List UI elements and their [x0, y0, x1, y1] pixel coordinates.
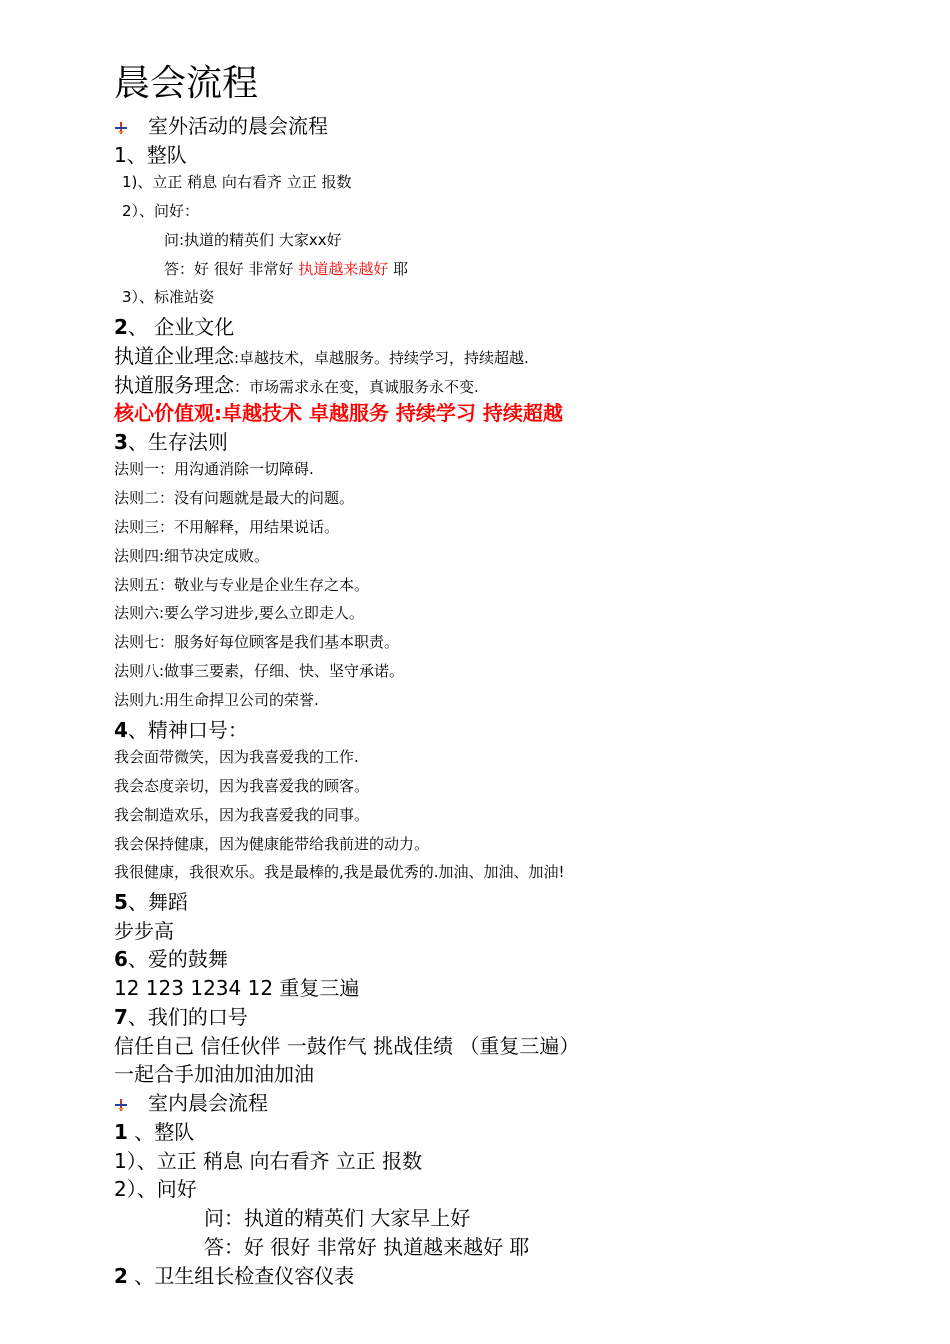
step-text: 、生存法则: [127, 430, 228, 454]
slogan-item: 我会面带微笑，因为我喜爱我的工作.: [114, 748, 359, 766]
slogan-item: 我会制造欢乐，因为我喜爱我的同事。: [114, 806, 370, 824]
outdoor-step-3: [114, 432, 228, 452]
outdoor-step-1: 1、整队: [114, 143, 187, 167]
outdoor-step-4: [114, 720, 248, 740]
outdoor-step-6: [114, 949, 228, 969]
arrow-bullet-icon: [114, 1099, 128, 1111]
rule-item: 法则四:细节决定成败。: [114, 547, 270, 565]
outdoor-step-1-1: 1)、立正 稍息 向右看齐 立正 报数: [122, 173, 352, 191]
step-text: 、舞蹈: [127, 890, 188, 914]
step-number: 1: [114, 1120, 128, 1144]
rule-item: 法则九:用生命捍卫公司的荣誉.: [114, 691, 319, 709]
section-heading-outdoor: [114, 116, 328, 136]
step-number: 6: [114, 947, 128, 971]
step-text: 、 企业文化: [127, 315, 235, 339]
step-number: 2: [114, 1264, 128, 1288]
outdoor-greeting-answer: [164, 262, 408, 277]
drum-beat-text: 12 123 1234 12 重复三遍: [114, 976, 360, 1000]
step-text: 、我们的口号: [127, 1005, 248, 1029]
outdoor-step-1-2: 2）、问好：: [122, 202, 200, 220]
section-heading-indoor: [114, 1093, 268, 1113]
step-text: 、卫生组长检查仪容仪表: [127, 1264, 355, 1288]
service-label: 执道服务理念: [114, 373, 234, 397]
philosophy-text: :卓越技术，卓越服务。持续学习，持续超越.: [234, 349, 529, 367]
step-text: 、整队: [127, 1120, 195, 1144]
answer-highlight: 执道越来越好: [298, 260, 389, 278]
outdoor-heading-text: 室外活动的晨会流程: [148, 114, 328, 138]
rule-item: 法则八:做事三要素，仔细、快、坚守承诺。: [114, 662, 405, 680]
answer-suffix: 耶: [388, 260, 409, 278]
slogan-chant: 信任自己 信任伙伴 一鼓作气 挑战佳绩 （重复三遍）: [114, 1034, 580, 1058]
dance-name: 步步高: [114, 919, 174, 943]
arrow-bullet-icon: [114, 122, 128, 134]
indoor-heading-text: 室内晨会流程: [148, 1091, 268, 1115]
indoor-step-2: [114, 1266, 354, 1286]
step-number: 2: [114, 315, 128, 339]
rule-item: 法则六:要么学习进步,要么立即走人。: [114, 604, 364, 622]
outdoor-step-5: [114, 892, 188, 912]
slogan-item: 我很健康，我很欢乐。我是最棒的,我是最优秀的.加油、加油、加油!: [114, 863, 565, 881]
rule-item: 法则三：不用解释，用结果说话。: [114, 518, 340, 536]
corporate-philosophy: [114, 346, 529, 366]
indoor-greeting-answer: 答：好 很好 非常好 执道越来越好 耶: [204, 1235, 530, 1259]
step-text: 、精神口号：: [127, 718, 248, 742]
service-text: ：市场需求永在变，真诚服务永不变.: [234, 378, 479, 396]
indoor-step-1-2: 2）、问好: [114, 1177, 197, 1201]
slogan-item: 我会态度亲切，因为我喜爱我的顾客。: [114, 777, 370, 795]
outdoor-step-7: [114, 1007, 248, 1027]
service-philosophy: [114, 375, 479, 395]
rule-item: 法则五：敬业与专业是企业生存之本。: [114, 576, 370, 594]
step-number: 5: [114, 890, 128, 914]
page-title: 晨会流程: [114, 63, 259, 104]
outdoor-step-1-3: 3）、标准站姿: [122, 288, 215, 306]
indoor-step-1-1: 1）、立正 稍息 向右看齐 立正 报数: [114, 1149, 423, 1173]
outdoor-step-2: [114, 317, 234, 337]
indoor-step-1: [114, 1122, 194, 1142]
step-text: 、爱的鼓舞: [127, 947, 228, 971]
step-number: 3: [114, 430, 128, 454]
slogan-item: 我会保持健康，因为健康能带给我前进的动力。: [114, 835, 430, 853]
slogan-closing: 一起合手加油加油加油: [114, 1062, 314, 1086]
rule-item: 法则二：没有问题就是最大的问题。: [114, 489, 355, 507]
step-number: 7: [114, 1005, 128, 1029]
rule-item: 法则一：用沟通消除一切障碍.: [114, 460, 314, 478]
step-number: 4: [114, 718, 128, 742]
core-values: 核心价值观:卓越技术 卓越服务 持续学习 持续超越: [114, 401, 563, 425]
philosophy-label: 执道企业理念: [114, 344, 234, 368]
answer-prefix: 答：好 很好 非常好: [164, 260, 299, 278]
rule-item: 法则七：服务好每位顾客是我们基本职责。: [114, 633, 400, 651]
indoor-greeting-question: 问：执道的精英们 大家早上好: [204, 1206, 471, 1230]
outdoor-greeting-question: 问:执道的精英们 大家xx好: [164, 231, 342, 249]
